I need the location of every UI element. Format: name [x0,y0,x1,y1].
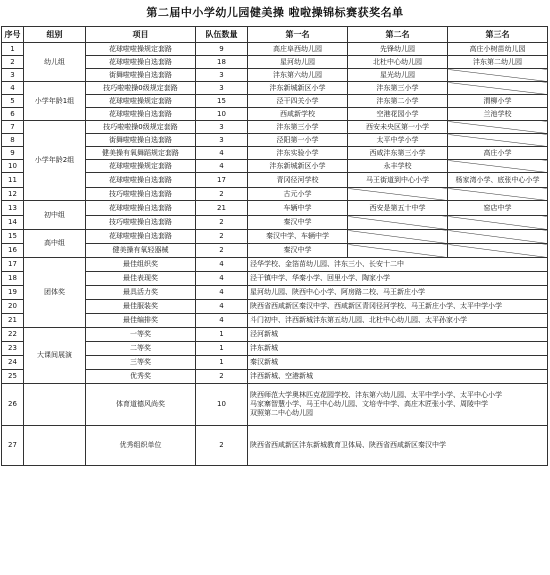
item-cell: 技巧啦啦操自选套路 [86,216,196,230]
row-number: 12 [2,188,24,201]
row-number: 17 [2,258,24,272]
count-cell: 2 [196,370,248,384]
page-title: 第二届中小学幼儿园健美操 啦啦操锦标赛获奖名单 [146,6,404,19]
item-cell: 花球啦啦操自选套路 [86,173,196,188]
item-cell: 花球啦啦操自选套路 [86,201,196,216]
award-cell: 沣西新城、空港新城 [248,370,548,384]
count-cell: 10 [196,108,248,121]
second-place-cell [348,188,448,201]
row-number: 5 [2,95,24,108]
first-place-cell: 古元小学 [248,188,348,201]
item-cell: 二等奖 [86,342,196,356]
header-first: 第一名 [248,27,348,43]
third-place-cell: 窑店中学 [448,201,548,216]
header-third: 第三名 [448,27,548,43]
third-place-cell: 高庄小树苗幼儿园 [448,43,548,56]
count-cell: 3 [196,121,248,134]
first-place-cell: 青冈径河学校 [248,173,348,188]
count-cell: 4 [196,300,248,314]
count-cell: 17 [196,173,248,188]
award-cell: 沣东新城 [248,342,548,356]
second-place-cell: 西咸沣东第三小学 [348,147,448,160]
row-number: 10 [2,160,24,173]
first-place-cell: 泾干四关小学 [248,95,348,108]
count-cell: 10 [196,384,248,426]
award-cell: 陕西省西咸新区秦汉中学、西咸新区青冈径河学校、马王新庄小学、太平中学小学 [248,300,548,314]
second-place-cell: 永丰学校 [348,160,448,173]
item-cell: 一等奖 [86,328,196,342]
award-line: 陕西师范大学奥林匹克花园学校、沣东第六幼儿园、太平中学小学、太平中心小学 [250,391,502,399]
award-table [1,26,548,466]
count-cell: 4 [196,147,248,160]
first-place-cell: 西咸新学校 [248,108,348,121]
award-cell: 泾河新城 [248,328,548,342]
table-row [2,258,548,272]
first-place-cell: 秦汉中学 [248,244,348,258]
table-row [2,121,548,134]
row-number: 15 [2,230,24,244]
header-row [2,27,548,43]
item-cell: 花球啦啦操规定套路 [86,160,196,173]
count-cell: 2 [196,216,248,230]
item-cell: 健美操有氧轻器械 [86,244,196,258]
count-cell: 15 [196,95,248,108]
count-cell: 3 [196,82,248,95]
second-place-cell [348,216,448,230]
item-cell: 花球啦啦操自选套路 [86,230,196,244]
count-cell: 4 [196,258,248,272]
group-cell-empty [24,384,86,426]
third-place-cell: 高庄小学 [448,147,548,160]
first-place-cell: 泾阳第一小学 [248,134,348,147]
row-number: 16 [2,244,24,258]
header-item: 项目 [86,27,196,43]
row-number: 1 [2,43,24,56]
third-place-cell: 杨家湾小学、底张中心小学 [448,173,548,188]
second-place-cell: 沣东第二小学 [348,95,448,108]
header-group: 组别 [24,27,86,43]
award-cell: 陕西省西咸新区沣东新城教育卫体局、陕西省西咸新区秦汉中学 [248,426,548,466]
row-number: 27 [2,426,24,466]
count-cell: 4 [196,160,248,173]
item-cell: 街舞啦啦操自选套路 [86,134,196,147]
header-second: 第二名 [348,27,448,43]
item-cell: 技巧啦啦操0级规定套路 [86,82,196,95]
item-cell: 健美操有氧舞蹈规定套路 [86,147,196,160]
item-cell: 街舞啦啦操自选套路 [86,69,196,82]
table-body [2,43,548,466]
second-place-cell [348,230,448,244]
group-cell: 团体奖 [24,258,86,328]
second-place-cell: 星光幼儿园 [348,69,448,82]
award-line: 双照第二中心幼儿园 [250,409,313,417]
row-number: 4 [2,82,24,95]
table-row [2,201,548,216]
item-cell: 优秀组织单位 [86,426,196,466]
third-place-cell: 兰池学校 [448,108,548,121]
group-cell: 大课间展演 [24,328,86,384]
item-cell: 三等奖 [86,356,196,370]
first-place-cell: 高庄阜西幼儿园 [248,43,348,56]
second-place-cell: 西安未央区第一小学 [348,121,448,134]
item-cell: 最佳编排奖 [86,314,196,328]
group-cell: 幼儿组 [24,43,86,82]
third-place-cell [448,188,548,201]
first-place-cell: 沣东新城新区小学 [248,160,348,173]
first-place-cell: 沣东实验小学 [248,147,348,160]
second-place-cell: 北杜中心幼儿园 [348,56,448,69]
item-cell: 花球啦啦操自选套路 [86,108,196,121]
header-count: 队伍数量 [196,27,248,43]
table-row [2,43,548,56]
item-cell: 花球啦啦操规定套路 [86,95,196,108]
row-number: 7 [2,121,24,134]
item-cell: 体育道德风尚奖 [86,384,196,426]
row-number: 23 [2,342,24,356]
row-number: 24 [2,356,24,370]
second-place-cell: 空港花园小学 [348,108,448,121]
item-cell: 最佳组织奖 [86,258,196,272]
group-cell: 小学年龄1组 [24,82,86,121]
count-cell: 1 [196,328,248,342]
count-cell: 2 [196,230,248,244]
row-number: 13 [2,201,24,216]
second-place-cell: 马王街道到中心小学 [348,173,448,188]
row-number: 26 [2,384,24,426]
row-number: 20 [2,300,24,314]
row-number: 14 [2,216,24,230]
second-place-cell: 西安是第五十中学 [348,201,448,216]
award-cell [248,384,548,426]
table-row [2,426,548,466]
row-number: 18 [2,272,24,286]
count-cell: 4 [196,272,248,286]
table-row [2,82,548,95]
count-cell: 2 [196,188,248,201]
row-number: 2 [2,56,24,69]
first-place-cell: 沣东新城新区小学 [248,82,348,95]
third-place-cell [448,134,548,147]
item-cell: 花球啦啦操规定套路 [86,43,196,56]
third-place-cell [448,82,548,95]
first-place-cell: 秦汉中学 [248,216,348,230]
header-no: 序号 [2,27,24,43]
item-cell: 技巧啦啦操0级规定套路 [86,121,196,134]
third-place-cell [448,230,548,244]
third-place-cell [448,121,548,134]
second-place-cell: 太平中学小学 [348,134,448,147]
award-cell: 星河幼儿园、陕西中心小学、阿房路二校、马王新庄小学 [248,286,548,300]
item-cell: 最具活力奖 [86,286,196,300]
count-cell: 9 [196,43,248,56]
table-row [2,384,548,426]
row-number: 22 [2,328,24,342]
row-number: 19 [2,286,24,300]
count-cell: 21 [196,201,248,216]
row-number: 8 [2,134,24,147]
award-cell: 斗门初中、沣西新城沣东第五幼儿园、北杜中心幼儿园、太平孙家小学 [248,314,548,328]
row-number: 3 [2,69,24,82]
count-cell: 4 [196,286,248,300]
first-place-cell: 沣东第三小学 [248,121,348,134]
item-cell: 技巧啦啦操自选套路 [86,188,196,201]
group-cell: 小学年龄2组 [24,121,86,201]
award-cell: 秦汉新城 [248,356,548,370]
second-place-cell [348,244,448,258]
third-place-cell [448,69,548,82]
first-place-cell: 沣东第六幼儿园 [248,69,348,82]
count-cell: 1 [196,356,248,370]
count-cell: 4 [196,314,248,328]
row-number: 21 [2,314,24,328]
row-number: 25 [2,370,24,384]
award-cell: 泾干镇中学、华秦小学、回里小学、陶家小学 [248,272,548,286]
first-place-cell: 车辆中学 [248,201,348,216]
third-place-cell [448,160,548,173]
first-place-cell: 秦汉中学、车辆中学 [248,230,348,244]
third-place-cell [448,216,548,230]
second-place-cell: 沣东第三小学 [348,82,448,95]
row-number: 6 [2,108,24,121]
item-cell: 最佳表现奖 [86,272,196,286]
count-cell: 3 [196,134,248,147]
item-cell: 最佳服装奖 [86,300,196,314]
row-number: 9 [2,147,24,160]
group-cell: 高中组 [24,230,86,258]
table-row [2,328,548,342]
third-place-cell: 沣东第二幼儿园 [448,56,548,69]
group-cell-empty [24,426,86,466]
count-cell: 2 [196,426,248,466]
first-place-cell: 星河幼儿园 [248,56,348,69]
count-cell: 2 [196,244,248,258]
item-cell: 优秀奖 [86,370,196,384]
second-place-cell: 先锋幼儿园 [348,43,448,56]
item-cell: 花球啦啦操自选套路 [86,56,196,69]
count-cell: 3 [196,69,248,82]
third-place-cell: 渭柳小学 [448,95,548,108]
third-place-cell [448,244,548,258]
count-cell: 1 [196,342,248,356]
award-cell: 泾华学校、金箔苗幼儿园、沣东三小、长安十二中 [248,258,548,272]
count-cell: 18 [196,56,248,69]
award-line: 马家寨智慧小学、马王中心幼儿园、文培寺中学、高庄木匠张小学、周陵中学 [250,400,488,408]
group-cell: 初中组 [24,201,86,230]
table-row [2,230,548,244]
row-number: 11 [2,173,24,188]
